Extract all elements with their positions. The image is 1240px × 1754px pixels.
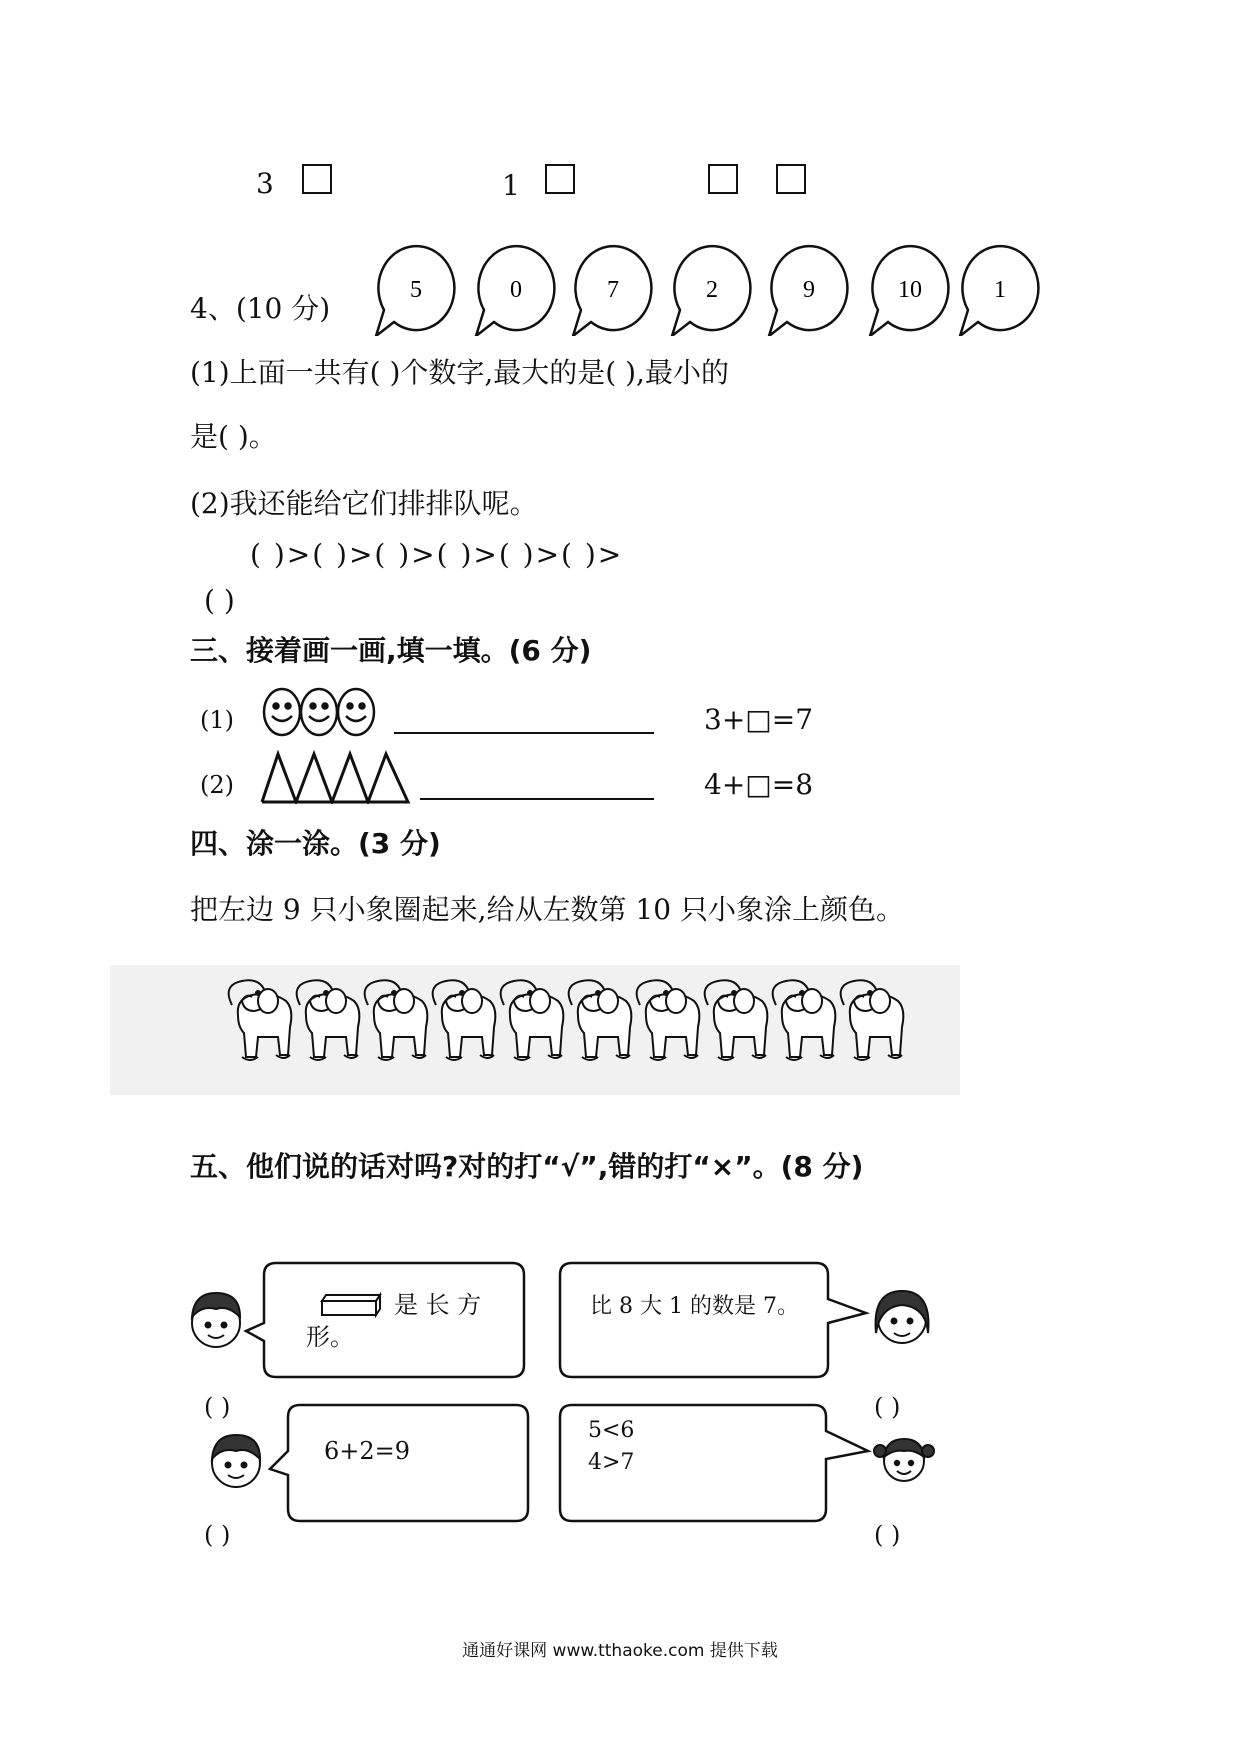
answer-paren-1[interactable]: ( ) [204, 1393, 231, 1421]
girl-face-icon-2 [212, 1435, 260, 1487]
smiley-face-3 [338, 689, 374, 735]
order-line2[interactable]: ( ) [204, 584, 235, 617]
number-bubble [573, 246, 651, 336]
answer-box[interactable] [708, 164, 738, 194]
number-bubble [672, 246, 750, 336]
draw-line-2[interactable] [420, 798, 654, 800]
triangle-row [262, 754, 408, 802]
order-line1[interactable]: ( )>( )>( )>( )>( )>( )> [250, 538, 624, 571]
number-bubble [476, 246, 554, 336]
section3-title: 三、接着画一画,填一填。(6 分) [190, 634, 592, 667]
bubble-number: 1 [994, 277, 1006, 303]
answer-box[interactable] [545, 164, 575, 194]
q4-label: 4、(10 分) [190, 292, 331, 325]
section4-title: 四、涂一涂。(3 分) [190, 827, 441, 860]
number-bubble [376, 246, 454, 336]
elephant-row [110, 965, 960, 1095]
answer-paren-2[interactable]: ( ) [874, 1393, 901, 1421]
smiley-face-2 [301, 689, 337, 735]
footer: 通通好课网 www.tthaoke.com 提供下载 [462, 1641, 778, 1661]
section5-title: 五、他们说的话对吗?对的打“√”,错的打“×”。(8 分) [190, 1150, 864, 1183]
bubble-number: 2 [706, 277, 718, 303]
bubble-number: 5 [410, 277, 422, 303]
pigtail-girl-face-icon [874, 1439, 934, 1481]
smiley-face-1 [264, 689, 300, 735]
s3-item2-label: (2) [200, 771, 234, 799]
top-digit-3: 3 [256, 167, 274, 200]
answer-paren-3[interactable]: ( ) [204, 1521, 231, 1549]
bubble4-text-line2: 4>7 [588, 1450, 635, 1475]
bubble-number: 9 [803, 277, 815, 303]
q4-part2: (2)我还能给它们排排队呢。 [190, 487, 538, 520]
cuboid-icon [322, 1295, 380, 1315]
bubble4-text-line1: 5<6 [588, 1418, 635, 1443]
top-digit-1: 1 [502, 169, 520, 202]
girl-face-icon [876, 1291, 929, 1343]
answer-box[interactable] [776, 164, 806, 194]
triangles [258, 750, 418, 804]
smiley-faces [262, 686, 382, 738]
answer-paren-4[interactable]: ( ) [874, 1521, 901, 1549]
bubble-number: 10 [898, 277, 922, 303]
bubble3-text: 6+2=9 [324, 1437, 411, 1465]
q4-part1-line2: 是( )。 [190, 420, 277, 453]
bubble-number: 7 [607, 277, 619, 303]
s4-instruction: 把左边 9 只小象圈起来,给从左数第 10 只小象涂上颜色。 [190, 893, 904, 926]
bubble-number: 0 [510, 277, 522, 303]
bubble1-text-line1: 是 长 方 [394, 1291, 482, 1319]
number-bubble [769, 246, 847, 336]
answer-box[interactable] [302, 164, 332, 194]
s3-item1-equation: 3+□=7 [704, 703, 814, 736]
s3-item1-label: (1) [200, 706, 234, 734]
boy-face-icon [192, 1293, 240, 1347]
bubble2-text: 比 8 大 1 的数是 7。 [590, 1294, 799, 1319]
number-bubble [870, 246, 948, 336]
draw-line-1[interactable] [394, 732, 654, 734]
q4-part1-line1: (1)上面一共有( )个数字,最大的是( ),最小的 [190, 356, 729, 389]
s3-item2-equation: 4+□=8 [704, 768, 814, 801]
bubble1-text-line2: 形。 [306, 1323, 354, 1351]
number-bubbles [370, 236, 1070, 336]
number-bubble [960, 246, 1038, 336]
bubble-boy-1 [246, 1263, 524, 1377]
